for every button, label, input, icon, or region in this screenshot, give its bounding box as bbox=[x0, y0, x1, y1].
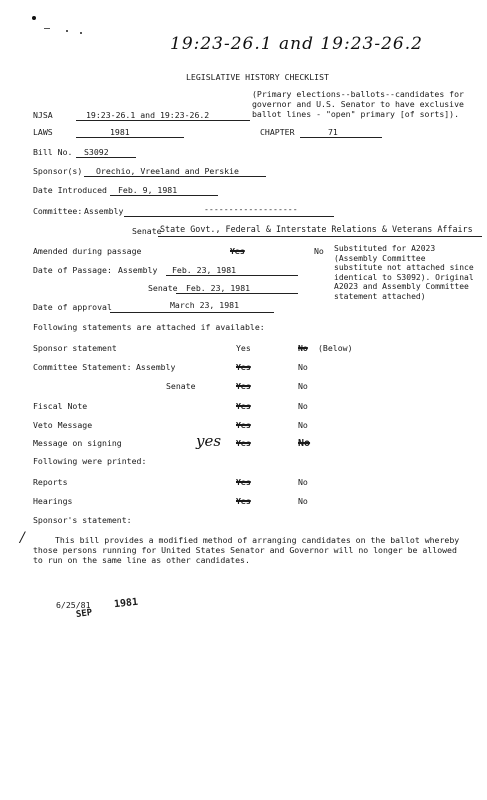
sponsor-statement-note: (Below) bbox=[318, 343, 353, 353]
passage-assembly-label: Assembly bbox=[118, 265, 158, 275]
committee-statement-senate-no: No bbox=[298, 381, 308, 391]
committee-assembly-label: Assembly bbox=[84, 206, 124, 216]
message-signing-handwritten: yes bbox=[196, 432, 222, 450]
passage-senate-label: Senate bbox=[148, 283, 178, 293]
bill-label: Bill No. bbox=[33, 147, 73, 157]
scan-speck bbox=[66, 30, 68, 32]
sponsors-label: Sponsor(s) bbox=[33, 166, 83, 176]
committee-statement-senate-label: Senate bbox=[166, 381, 196, 391]
committee-senate-value: State Govt., Federal & Interstate Relations & Veterans Affairs bbox=[160, 224, 473, 234]
approval-underline bbox=[110, 312, 274, 313]
sponsor-statement-heading: Sponsor's statement: bbox=[33, 515, 132, 525]
laws-value: 1981 bbox=[110, 127, 130, 137]
date-introduced-underline bbox=[110, 195, 218, 196]
message-signing-label: Message on signing bbox=[33, 438, 122, 448]
date-introduced-label: Date Introduced bbox=[33, 185, 107, 195]
scan-speck bbox=[80, 32, 82, 34]
bill-value: S3092 bbox=[84, 147, 109, 157]
committee-assembly-underline bbox=[124, 216, 334, 217]
message-signing-yes-struck: Yes bbox=[236, 438, 251, 448]
passage-label: Date of Passage: bbox=[33, 265, 112, 275]
committee-label: Committee: bbox=[33, 206, 83, 216]
margin-mark: / bbox=[20, 530, 25, 546]
handwritten-title: 19:23-26.1 and 19:23-26.2 bbox=[170, 34, 423, 54]
hearings-no: No bbox=[298, 496, 308, 506]
fiscal-note-label: Fiscal Note bbox=[33, 401, 88, 411]
amended-no: No bbox=[314, 246, 324, 256]
committee-assembly-value: ------------------- bbox=[204, 204, 298, 214]
approval-label: Date of approval bbox=[33, 302, 112, 312]
sponsors-underline bbox=[84, 176, 266, 177]
chapter-value: 71 bbox=[328, 127, 338, 137]
sponsor-statement-yes: Yes bbox=[236, 343, 251, 353]
scan-speck bbox=[44, 28, 50, 29]
njsa-value: 19:23-26.1 and 19:23-26.2 bbox=[86, 110, 210, 120]
bill-description: (Primary elections--ballots--candidates for governor and U.S. Senator to have exclusive ballot lines - "open" primary [of sorts]). bbox=[252, 89, 464, 119]
sponsor-statement-no-struck: No bbox=[298, 343, 308, 353]
sponsor-statement-text: This bill provides a modified method of arranging candidates on the ballot whereby those persons running for United States Senator and Governor will no longer be allowed to run on the same line as other candidates. bbox=[33, 535, 460, 565]
message-signing-no-struck: No bbox=[298, 438, 311, 449]
document-title: LEGISLATIVE HISTORY CHECKLIST bbox=[186, 72, 329, 82]
approval-value: March 23, 1981 bbox=[170, 300, 240, 310]
committee-statement-label: Committee Statement: bbox=[33, 362, 132, 372]
stamp-date: 6/25/81 bbox=[56, 600, 91, 610]
laws-underline bbox=[76, 137, 184, 138]
veto-message-no: No bbox=[298, 420, 308, 430]
statements-heading: Following statements are attached if available: bbox=[33, 322, 265, 332]
committee-statement-senate-yes-struck: Yes bbox=[236, 381, 251, 391]
hearings-label: Hearings bbox=[33, 496, 73, 506]
reports-yes-struck: Yes bbox=[236, 477, 251, 487]
stamp-year: 1981 bbox=[113, 596, 139, 611]
date-introduced-value: Feb. 9, 1981 bbox=[118, 185, 178, 195]
committee-statement-assembly-no: No bbox=[298, 362, 308, 372]
committee-senate-underline bbox=[158, 236, 482, 237]
passage-senate-value: Feb. 23, 1981 bbox=[186, 283, 251, 293]
njsa-label: NJSA bbox=[33, 110, 53, 120]
scan-speck bbox=[32, 16, 36, 20]
reports-no: No bbox=[298, 477, 308, 487]
passage-assembly-value: Feb. 23, 1981 bbox=[172, 265, 237, 275]
chapter-label: CHAPTER bbox=[260, 127, 295, 137]
veto-message-label: Veto Message bbox=[33, 420, 93, 430]
amended-yes-struck: Yes bbox=[230, 246, 245, 256]
fiscal-note-yes-struck: Yes bbox=[236, 401, 251, 411]
substituted-note: Substituted for A2023 (Assembly Committee substitute not attached since identical to S3092). Original A2023 and Assembly Committee statement attached) bbox=[334, 244, 474, 301]
veto-message-yes-struck: Yes bbox=[236, 420, 251, 430]
laws-label: LAWS bbox=[33, 127, 53, 137]
fiscal-note-no: No bbox=[298, 401, 308, 411]
njsa-underline bbox=[76, 120, 250, 121]
passage-senate-underline bbox=[176, 293, 298, 294]
committee-senate-label: Senate bbox=[132, 226, 162, 236]
chapter-underline bbox=[300, 137, 382, 138]
sponsors-value: Orechio, Vreeland and Perskie bbox=[96, 166, 239, 176]
committee-statement-assembly-yes-struck: Yes bbox=[236, 362, 251, 372]
passage-assembly-underline bbox=[166, 275, 298, 276]
sponsor-statement-label: Sponsor statement bbox=[33, 343, 117, 353]
reports-label: Reports bbox=[33, 477, 68, 487]
amended-label: Amended during passage bbox=[33, 246, 142, 256]
committee-statement-assembly-label: Assembly bbox=[136, 362, 176, 372]
hearings-yes-struck: Yes bbox=[236, 496, 251, 506]
bill-underline bbox=[76, 157, 136, 158]
stamp-month: SEP bbox=[75, 607, 93, 621]
printed-heading: Following were printed: bbox=[33, 456, 147, 466]
